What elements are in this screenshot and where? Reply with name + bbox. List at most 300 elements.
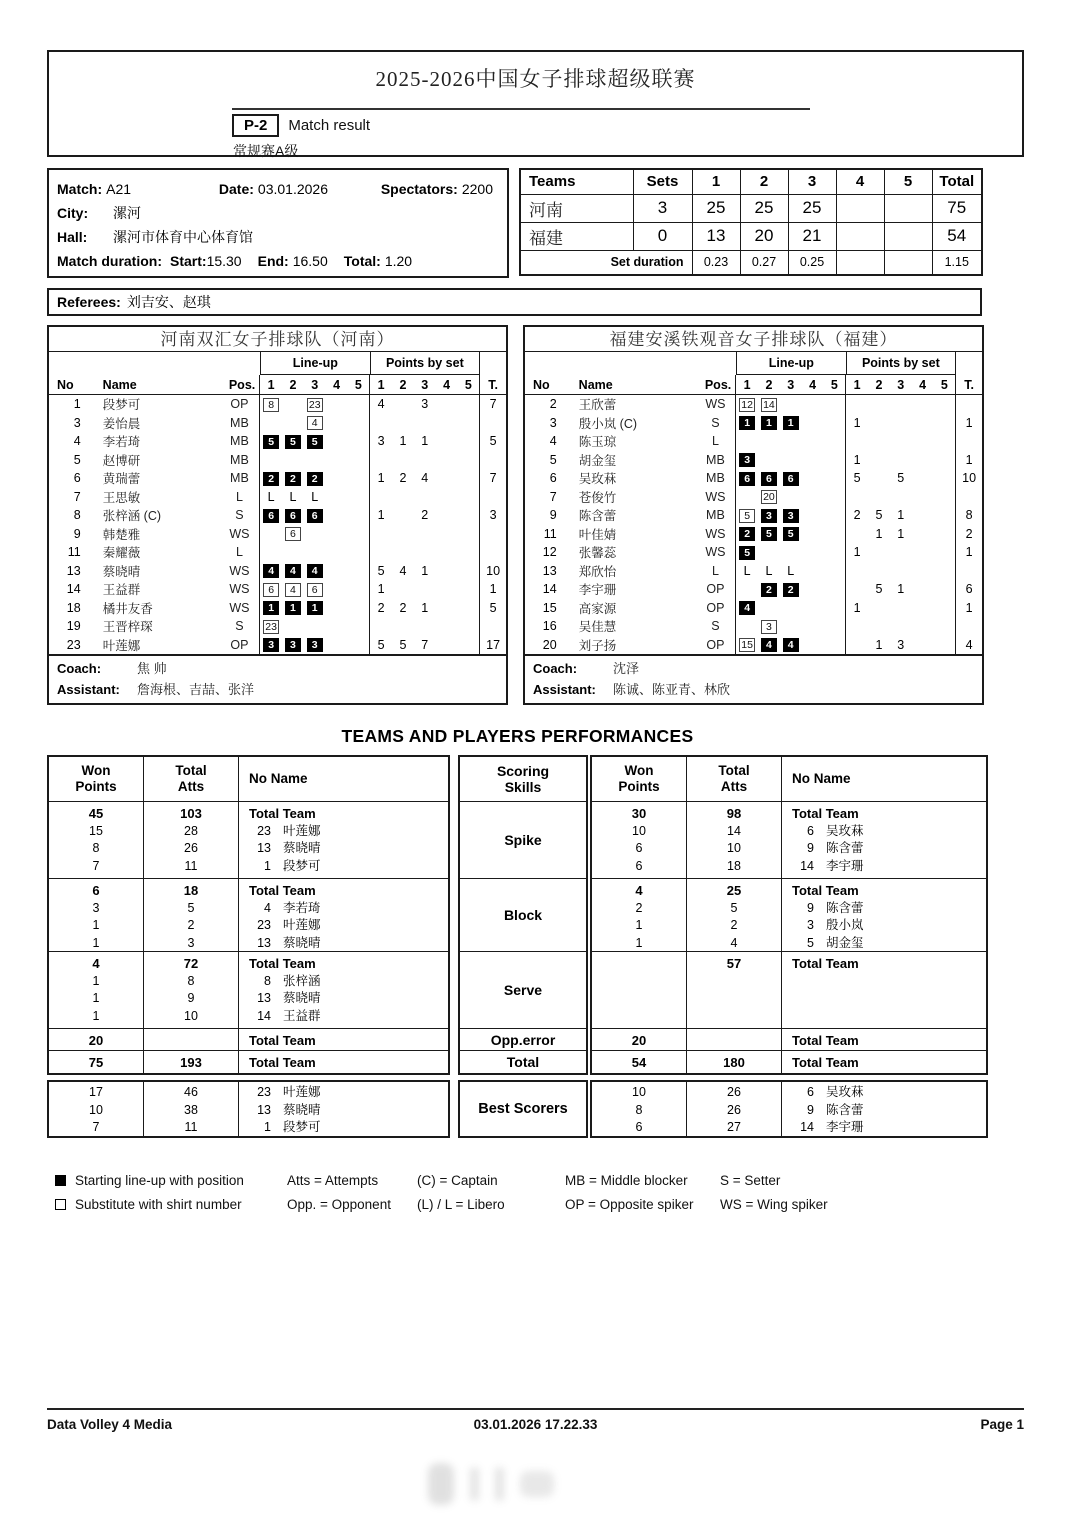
player-number: 8 xyxy=(264,973,271,988)
lineup-cell xyxy=(282,471,304,486)
title-rule xyxy=(232,108,810,110)
points-cells xyxy=(845,451,955,470)
player-name: 陈含蕾 xyxy=(826,1102,864,1117)
lineup-libero-mark: L xyxy=(289,489,297,504)
total-atts-header xyxy=(144,757,239,801)
best-atts-column xyxy=(144,1082,239,1136)
performance-table-home xyxy=(47,755,450,1075)
opponent-error-row xyxy=(592,1029,986,1051)
player-number: 11 xyxy=(543,526,557,541)
starting-lineup-square-icon xyxy=(55,1175,66,1186)
lineup-sub-box: 6 xyxy=(263,583,279,597)
points-cells xyxy=(845,599,955,618)
match-info-line-duration xyxy=(57,249,499,273)
lineup-cell xyxy=(260,637,282,652)
points-by-set-cell: 1 xyxy=(377,471,385,486)
team-name-cell: 福建 xyxy=(520,222,633,250)
points-by-set-cell: 4 xyxy=(399,563,407,578)
player-number: 3 xyxy=(549,415,557,430)
best-won-column xyxy=(49,1082,144,1136)
legend-item xyxy=(55,1197,287,1212)
best-player-won: 8 xyxy=(635,1102,643,1117)
performance-player-row xyxy=(792,900,986,918)
performance-player-row xyxy=(249,900,448,918)
player-total-points: 1 xyxy=(955,599,982,618)
lineup-cell xyxy=(304,508,326,523)
header-line: Scoring xyxy=(496,763,550,779)
points-by-set-cell: 3 xyxy=(421,397,429,412)
player-row xyxy=(49,562,506,581)
col-header-total: T. xyxy=(955,375,982,394)
player-position: MB xyxy=(706,508,725,523)
player-won-points: 10 xyxy=(632,823,646,838)
points-by-set-cell: 1 xyxy=(853,545,861,560)
lineup-set-number: 3 xyxy=(787,377,795,392)
best-player-row xyxy=(792,1119,986,1137)
score-team-row xyxy=(520,194,982,222)
total-atts-column xyxy=(144,1051,239,1073)
away-team-column xyxy=(523,325,984,705)
score-table xyxy=(519,168,983,276)
duration-label: Match duration: xyxy=(57,253,162,269)
points-cells xyxy=(845,562,955,581)
lineup-set-number: 1 xyxy=(743,377,751,392)
lineup-sub-box: 12 xyxy=(739,398,755,412)
points-by-set-cell: 1 xyxy=(897,582,905,597)
player-name: 叶莲娜 xyxy=(283,823,321,838)
match-value: A21 xyxy=(106,181,132,197)
player-number: 1 xyxy=(73,397,81,412)
lineup-start-box: 1 xyxy=(783,416,799,430)
performance-section-serve xyxy=(49,952,448,1029)
lineup-cell xyxy=(736,545,758,560)
points-cells xyxy=(369,543,479,562)
player-number: 6 xyxy=(807,1085,814,1099)
best-player-atts: 27 xyxy=(727,1120,741,1134)
player-row xyxy=(49,617,506,636)
lineup-cells xyxy=(735,469,845,488)
player-position: WS xyxy=(705,526,726,541)
lineup-sub-box: 3 xyxy=(761,620,777,634)
group-header-spacer xyxy=(49,352,260,375)
points-set-number: 5 xyxy=(940,377,948,392)
no-name-header xyxy=(782,757,986,801)
roster-table-away xyxy=(523,325,984,656)
set-points-cell xyxy=(884,222,932,250)
set-duration-cell: 0.23 xyxy=(692,250,740,275)
player-number: 11 xyxy=(67,545,81,560)
legend-item xyxy=(55,1173,287,1188)
set-duration-label: Set duration xyxy=(520,250,692,275)
points-cells xyxy=(845,432,955,451)
match-total-cell: 54 xyxy=(932,222,982,250)
team-won-total: 20 xyxy=(631,1033,647,1048)
player-total-atts: 9 xyxy=(187,991,195,1005)
points-by-set-cell: 5 xyxy=(897,471,905,486)
lineup-group-header: Line-up xyxy=(736,352,846,375)
assistant-row xyxy=(525,679,982,700)
lineup-cell xyxy=(260,563,282,578)
points-by-set-cell: 7 xyxy=(421,637,429,652)
lineup-cells xyxy=(259,488,369,507)
lineup-cell xyxy=(282,563,304,578)
player-row xyxy=(49,469,506,488)
player-number: 13 xyxy=(66,563,81,578)
player-name: 叶佳婧 xyxy=(578,527,617,542)
coach-row xyxy=(49,658,506,679)
best-player-row xyxy=(249,1119,448,1137)
lineup-cell xyxy=(260,619,282,634)
player-won-points: 1 xyxy=(92,973,100,988)
footer-datetime: 03.01.2026 17.22.33 xyxy=(473,1417,598,1432)
header-line: Points xyxy=(618,779,660,794)
coach-box-away xyxy=(523,654,984,705)
group-header-spacer xyxy=(525,352,736,375)
sets-won-cell: 3 xyxy=(633,194,692,222)
points-cells xyxy=(845,414,955,433)
lineup-cell xyxy=(304,397,326,412)
best-scorers-label: Best Scorers xyxy=(458,1080,588,1138)
skill-label-serve: Serve xyxy=(460,952,586,1029)
performance-player-row xyxy=(792,858,986,876)
team-title: 福建安溪铁观音女子排球队（福建） xyxy=(525,327,982,352)
player-row xyxy=(525,395,982,414)
performance-section-block xyxy=(49,879,448,952)
points-cells xyxy=(369,488,479,507)
lineup-start-box: 5 xyxy=(783,527,799,541)
player-name: 蔡晓晴 xyxy=(283,935,321,950)
points-by-set-cell: 1 xyxy=(377,582,385,597)
player-number: 23 xyxy=(66,637,81,652)
player-number: 2 xyxy=(549,397,557,412)
col-header-name: Name xyxy=(578,377,613,392)
lineup-set-number: 3 xyxy=(311,377,319,392)
lineup-cells xyxy=(735,506,845,525)
lineup-sub-box: 6 xyxy=(307,583,323,597)
player-won-points: 6 xyxy=(635,858,643,873)
no-name-column xyxy=(239,802,448,878)
points-cells xyxy=(369,414,479,433)
lineup-start-box: 5 xyxy=(307,435,323,449)
score-header-cell: Sets xyxy=(633,169,692,194)
lineup-cells xyxy=(259,432,369,451)
lineup-start-box: 2 xyxy=(739,527,755,541)
total-team-label: Total Team xyxy=(249,883,316,898)
match-info-line-hall xyxy=(57,225,499,249)
best-player-atts: 26 xyxy=(727,1085,741,1099)
points-by-set-cell: 5 xyxy=(377,563,385,578)
referees-value: 刘吉安、赵琪 xyxy=(126,294,211,310)
player-total-points xyxy=(955,617,982,636)
lineup-cells xyxy=(735,432,845,451)
lineup-cell xyxy=(282,582,304,597)
player-position: WS xyxy=(229,600,250,615)
points-by-set-cell: 3 xyxy=(897,637,905,652)
player-name: 张梓涵 xyxy=(283,973,321,988)
player-row xyxy=(49,451,506,470)
team-won-total: 4 xyxy=(635,883,643,898)
report-tag: P-2 xyxy=(232,114,279,137)
total-team-label: Total Team xyxy=(792,956,859,971)
player-number: 6 xyxy=(807,823,814,838)
player-position: WS xyxy=(705,397,726,412)
header-line: Total xyxy=(718,763,750,778)
points-by-set-cell: 5 xyxy=(875,508,883,523)
score-team-row xyxy=(520,222,982,250)
points-by-set-cell: 1 xyxy=(399,434,407,449)
points-group-header: Points by set xyxy=(846,352,956,375)
performance-header-row xyxy=(49,757,448,802)
coach-label: Coach: xyxy=(533,661,578,676)
player-name: 吴玫菻 xyxy=(826,823,864,838)
total-atts-header xyxy=(687,757,782,801)
lineup-group-header: Line-up xyxy=(260,352,370,375)
performance-header-row xyxy=(592,757,986,802)
total-atts-column xyxy=(687,802,782,878)
player-name: 蔡晓晴 xyxy=(102,564,141,579)
lineup-cell xyxy=(758,526,780,541)
player-row xyxy=(525,414,982,433)
lineup-cell xyxy=(260,471,282,486)
performance-player-row xyxy=(792,823,986,841)
points-cells xyxy=(369,580,479,599)
set-points-cell xyxy=(836,194,884,222)
assistant-label: Assistant: xyxy=(57,682,120,697)
points-cells xyxy=(369,617,479,636)
lineup-cell xyxy=(282,637,304,652)
player-row xyxy=(525,599,982,618)
player-name: 张梓涵 (C) xyxy=(102,509,162,524)
points-by-set-cell: 5 xyxy=(399,637,407,652)
player-position: MB xyxy=(230,471,249,486)
player-row xyxy=(49,580,506,599)
player-total-points xyxy=(955,488,982,507)
header-box xyxy=(47,50,1024,157)
player-position: L xyxy=(711,434,719,449)
points-cells xyxy=(369,599,479,618)
player-total-atts: 26 xyxy=(184,841,198,855)
lineup-cell xyxy=(304,600,326,615)
points-set-number: 1 xyxy=(853,377,861,392)
lineup-cell xyxy=(780,582,802,597)
best-scorers-section xyxy=(47,1080,988,1138)
player-total-atts: 11 xyxy=(184,858,198,873)
team-won-total: 54 xyxy=(631,1055,647,1070)
lineup-start-box: 4 xyxy=(307,564,323,578)
player-number: 5 xyxy=(807,935,814,950)
coach-box-home xyxy=(47,654,508,705)
lineup-start-box: 5 xyxy=(761,527,777,541)
total-atts-column xyxy=(687,879,782,951)
set-duration-cell: 0.25 xyxy=(788,250,836,275)
player-name: 叶莲娜 xyxy=(283,1085,321,1099)
legend-item xyxy=(720,1173,828,1188)
lineup-start-box: 1 xyxy=(761,416,777,430)
lineup-cell xyxy=(758,397,780,412)
player-total-points xyxy=(955,562,982,581)
won-points-column xyxy=(49,1029,144,1050)
lineup-cell xyxy=(304,434,326,449)
lineup-sub-box: 8 xyxy=(263,398,279,412)
points-set-headers xyxy=(845,375,955,394)
home-team-column xyxy=(47,325,508,705)
lineup-cell xyxy=(736,526,758,541)
player-total-points xyxy=(479,488,506,507)
set-duration-total: 1.15 xyxy=(932,250,982,275)
points-by-set-cell: 1 xyxy=(875,526,883,541)
lineup-start-box: 6 xyxy=(285,509,301,523)
points-by-set-cell: 2 xyxy=(421,508,429,523)
player-row xyxy=(525,580,982,599)
best-player-row xyxy=(249,1084,448,1102)
points-cells xyxy=(845,543,955,562)
col-header-pos: Pos. xyxy=(228,377,256,392)
performances-heading: TEAMS AND PLAYERS PERFORMANCES xyxy=(341,726,694,746)
hall-label: Hall: xyxy=(57,229,88,245)
player-position: MB xyxy=(230,415,249,430)
substitute-square-icon xyxy=(55,1199,66,1210)
header-line: Won xyxy=(81,763,111,778)
team-atts-total: 193 xyxy=(180,1055,202,1070)
player-row xyxy=(49,543,506,562)
legend-item xyxy=(287,1197,417,1212)
legend-text: OP = Opposite spiker xyxy=(565,1197,694,1212)
player-row xyxy=(49,414,506,433)
total-atts-column xyxy=(144,879,239,951)
coach-label: Coach: xyxy=(57,661,102,676)
performance-player-row xyxy=(249,990,448,1008)
player-total-points xyxy=(955,432,982,451)
lineup-start-box: 3 xyxy=(739,453,755,467)
player-number: 14 xyxy=(257,1008,271,1023)
points-cells xyxy=(369,432,479,451)
lineup-cell xyxy=(282,600,304,615)
player-position: L xyxy=(711,563,719,578)
player-total-points: 4 xyxy=(955,636,982,655)
lineup-cell xyxy=(304,415,326,430)
legend-text: S = Setter xyxy=(720,1173,781,1188)
col-header-name: Name xyxy=(102,377,137,392)
lineup-start-box: 1 xyxy=(307,601,323,615)
points-cells xyxy=(845,506,955,525)
player-number: 4 xyxy=(549,434,557,449)
points-by-set-cell: 4 xyxy=(377,397,385,412)
score-header-cell: 4 xyxy=(836,169,884,194)
lineup-start-box: 6 xyxy=(307,509,323,523)
sets-won-cell: 0 xyxy=(633,222,692,250)
legend-text: Starting line-up with position xyxy=(75,1173,244,1188)
lineup-start-box: 3 xyxy=(783,509,799,523)
player-position: S xyxy=(711,415,720,430)
set-duration-cell xyxy=(884,250,932,275)
assistant-row xyxy=(49,679,506,700)
player-number: 14 xyxy=(800,1120,814,1134)
player-number: 9 xyxy=(73,526,81,541)
player-position: WS xyxy=(229,526,250,541)
player-name: 殷小岚 (C) xyxy=(578,416,638,431)
player-position: MB xyxy=(230,452,249,467)
player-number: 7 xyxy=(549,489,557,504)
set-duration-cell xyxy=(836,250,884,275)
player-name: 橘井友香 xyxy=(102,601,153,616)
lineup-cell xyxy=(758,564,780,578)
header-line: Points xyxy=(75,779,117,794)
header-line: Atts xyxy=(720,779,748,794)
won-points-column xyxy=(592,879,687,951)
player-name: 张馨蕊 xyxy=(578,546,617,561)
points-by-set-cell: 1 xyxy=(377,508,385,523)
player-number: 9 xyxy=(549,508,557,523)
player-number: 9 xyxy=(807,841,814,855)
lineup-libero-mark: L xyxy=(311,489,319,504)
match-label: Match: xyxy=(57,181,103,197)
performance-player-row xyxy=(249,973,448,991)
set-points-cell: 25 xyxy=(788,194,836,222)
player-name: 吴玫菻 xyxy=(826,1085,864,1099)
points-cells xyxy=(369,562,479,581)
team-won-total: 6 xyxy=(92,883,100,898)
player-total-points: 5 xyxy=(479,599,506,618)
player-number: 5 xyxy=(549,452,557,467)
lineup-start-box: 1 xyxy=(739,416,755,430)
lineup-cell xyxy=(260,508,282,523)
lineup-libero-mark: L xyxy=(743,563,751,578)
player-won-points: 1 xyxy=(92,1008,100,1023)
points-cells xyxy=(845,488,955,507)
won-points-column xyxy=(592,1029,687,1050)
player-row xyxy=(49,432,506,451)
points-set-number: 2 xyxy=(399,377,407,392)
lineup-cells xyxy=(259,599,369,618)
player-number: 7 xyxy=(73,489,81,504)
player-name: 赵博研 xyxy=(102,453,141,468)
lineup-cell xyxy=(736,397,758,412)
best-player-won: 17 xyxy=(89,1085,103,1099)
lineup-cell xyxy=(780,526,802,541)
player-name: 段梦可 xyxy=(283,1120,321,1134)
opponent-error-row xyxy=(49,1029,448,1051)
lineup-cell xyxy=(282,526,304,541)
player-number: 9 xyxy=(807,1102,814,1117)
player-number: 20 xyxy=(542,637,557,652)
points-set-number: 4 xyxy=(919,377,927,392)
player-total-points: 7 xyxy=(479,469,506,488)
start-label: Start: xyxy=(170,253,207,269)
coach-name: 焦 帅 xyxy=(137,661,167,676)
points-cells xyxy=(369,469,479,488)
watermark xyxy=(428,1460,658,1508)
player-position: MB xyxy=(230,434,249,449)
total-group-spacer xyxy=(479,352,506,375)
player-position: S xyxy=(235,508,244,523)
match-total-cell: 75 xyxy=(932,194,982,222)
team-atts-total: 72 xyxy=(183,956,199,971)
points-set-headers xyxy=(369,375,479,394)
player-total-points: 1 xyxy=(955,543,982,562)
player-name: 王思敏 xyxy=(102,490,141,505)
player-total-points: 6 xyxy=(955,580,982,599)
player-row xyxy=(49,506,506,525)
best-player-atts: 46 xyxy=(184,1085,198,1099)
total-atts-column xyxy=(687,1029,782,1050)
player-total-atts: 28 xyxy=(184,823,198,838)
legend-text: WS = Wing spiker xyxy=(720,1197,828,1212)
team-atts-total: 25 xyxy=(726,883,742,898)
player-total-points: 1 xyxy=(479,580,506,599)
points-cells xyxy=(845,469,955,488)
points-by-set-cell: 1 xyxy=(421,434,429,449)
lineup-cell xyxy=(736,600,758,615)
